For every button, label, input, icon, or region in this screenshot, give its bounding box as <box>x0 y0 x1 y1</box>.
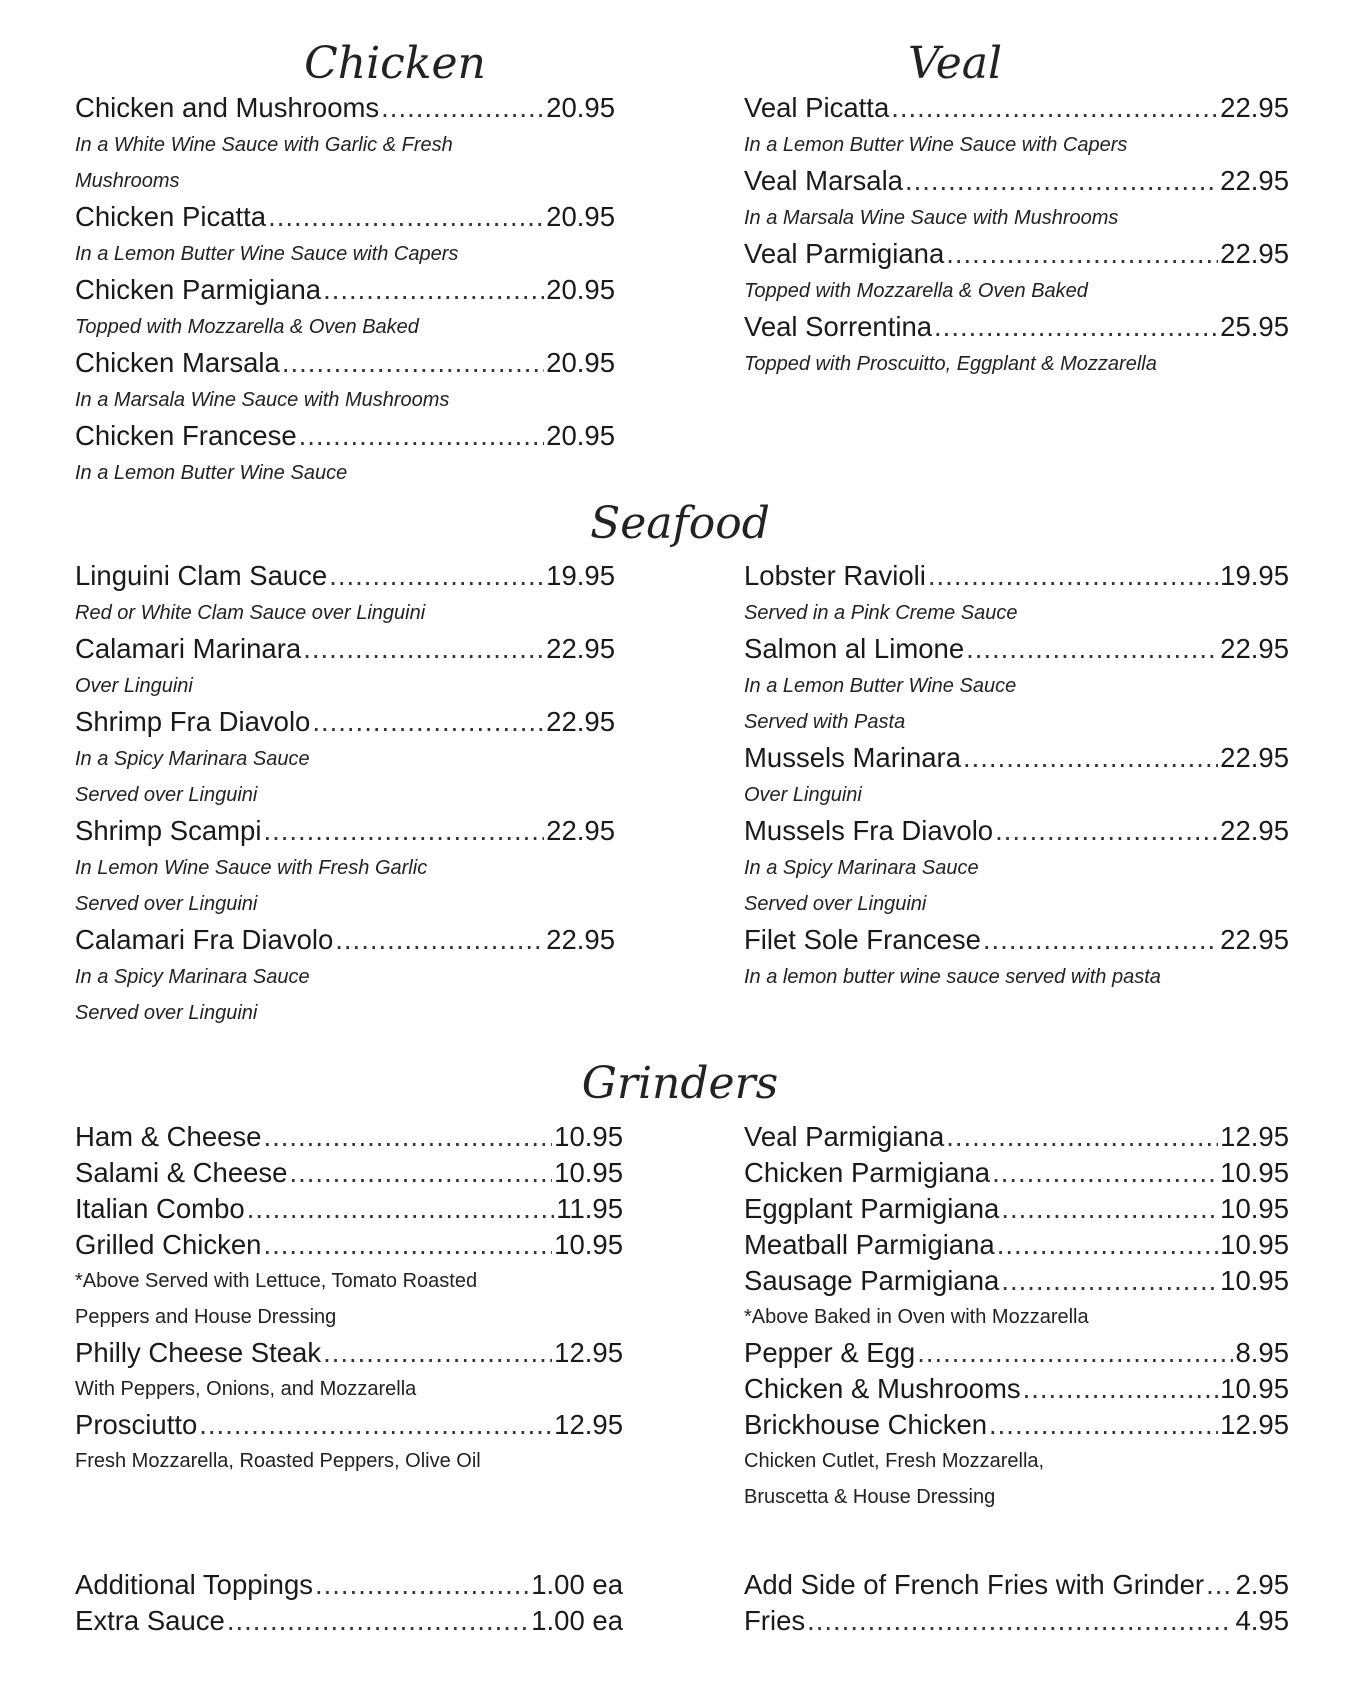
menu-item-name: Calamari Fra Diavolo <box>75 924 334 955</box>
menu-item <box>75 90 615 199</box>
menu-item-price: 12.95 <box>1220 1121 1289 1152</box>
dot-leader <box>995 813 1218 848</box>
menu-item-row <box>744 1263 1289 1299</box>
menu-item-description: Served over Linguini <box>75 784 258 806</box>
dot-leader <box>247 1191 555 1226</box>
menu-item-name: Mussels Fra Diavolo <box>744 815 994 846</box>
menu-item-description: In a Spicy Marinara Sauce <box>75 748 310 770</box>
chicken-column <box>75 90 615 491</box>
menu-item-row <box>75 631 615 668</box>
menu-item-name: Italian Combo <box>75 1193 245 1224</box>
menu-item <box>744 740 1289 813</box>
menu-item <box>75 345 615 418</box>
menu-item-price: 1.00 ea <box>531 1569 623 1600</box>
menu-item-price: 22.95 <box>546 706 615 737</box>
menu-item-row <box>75 1155 623 1191</box>
dot-leader <box>299 418 545 453</box>
extras-left-column <box>75 1567 623 1639</box>
menu-item-row <box>75 922 615 959</box>
menu-item-description: Red or White Clam Sauce over Linguini <box>75 602 426 624</box>
dot-leader <box>335 922 544 957</box>
menu-item-name: Prosciutto <box>75 1409 198 1440</box>
section-title-veal: Veal <box>907 38 1003 89</box>
section-title-grinders: Grinders <box>581 1058 779 1109</box>
menu-item-price: 25.95 <box>1220 311 1289 342</box>
dot-leader <box>917 1335 1233 1370</box>
menu-item-price: 10.95 <box>1220 1373 1289 1404</box>
menu-item-row <box>744 1227 1289 1263</box>
menu-item-row <box>744 1567 1289 1603</box>
menu-item-name: Sausage Parmigiana <box>744 1265 1000 1296</box>
menu-item-name: Salami & Cheese <box>75 1157 288 1188</box>
dot-leader <box>966 631 1218 666</box>
menu-item-name: Philly Cheese Steak <box>75 1337 322 1368</box>
menu-item-price: 22.95 <box>1220 165 1289 196</box>
menu-item-price: 22.95 <box>1220 92 1289 123</box>
menu-item <box>75 1567 623 1603</box>
menu-item-name: Linguini Clam Sauce <box>75 560 328 591</box>
menu-item-price: 20.95 <box>546 201 615 232</box>
dot-leader <box>315 1567 529 1602</box>
menu-item-row <box>744 813 1289 850</box>
menu-item-name: Meatball Parmigiana <box>744 1229 995 1260</box>
menu-item-note: *Above Served with Lettuce, Tomato Roasted <box>75 1270 478 1292</box>
menu-item-row <box>75 813 615 850</box>
menu-item-row <box>75 1191 623 1227</box>
menu-item <box>75 1227 623 1335</box>
menu-item <box>744 163 1289 236</box>
menu-item-price: 22.95 <box>546 633 615 664</box>
dot-leader <box>323 1335 552 1370</box>
menu-item <box>744 1407 1289 1515</box>
grinders-right-column <box>744 1119 1289 1515</box>
menu-item <box>75 704 615 813</box>
dot-leader <box>807 1603 1233 1638</box>
menu-item-price: 22.95 <box>1220 633 1289 664</box>
menu-item-note: With Peppers, Onions, and Mozzarella <box>75 1378 417 1400</box>
section-title-chicken: Chicken <box>304 38 486 89</box>
menu-item-description: In a lemon butter wine sauce served with pasta <box>744 966 1161 988</box>
menu-item <box>75 1407 623 1479</box>
menu-item-price: 12.95 <box>554 1409 623 1440</box>
menu-item-description: Mushrooms <box>75 170 180 192</box>
dot-leader <box>282 345 544 380</box>
dot-leader <box>1001 1263 1218 1298</box>
menu-item <box>744 1335 1289 1371</box>
menu-item-description: Served in a Pink Creme Sauce <box>744 602 1018 624</box>
menu-item-price: 20.95 <box>546 92 615 123</box>
menu-item <box>75 272 615 345</box>
menu-item-name: Grilled Chicken <box>75 1229 262 1260</box>
menu-item-row <box>75 1335 623 1371</box>
menu-item-description: Topped with Mozzarella & Oven Baked <box>744 280 1088 302</box>
menu-item-price: 12.95 <box>1220 1409 1289 1440</box>
menu-item-name: Chicken Picatta <box>75 201 267 232</box>
menu-item-row <box>744 163 1289 200</box>
menu-item-name: Ham & Cheese <box>75 1121 262 1152</box>
menu-item-price: 1.00 ea <box>531 1605 623 1636</box>
menu-item-note: Peppers and House Dressing <box>75 1306 337 1328</box>
menu-item <box>75 1155 623 1191</box>
menu-item <box>75 418 615 491</box>
menu-item-row <box>744 1407 1289 1443</box>
menu-item-name: Mussels Marinara <box>744 742 962 773</box>
menu-item-description: Over Linguini <box>75 675 193 697</box>
menu-item-price: 22.95 <box>1220 238 1289 269</box>
menu-item-price: 10.95 <box>554 1229 623 1260</box>
menu-item-name: Chicken Marsala <box>75 347 280 378</box>
seafood-left-column <box>75 558 615 1031</box>
menu-item-name: Veal Parmigiana <box>744 238 945 269</box>
menu-item-price: 22.95 <box>1220 742 1289 773</box>
menu-item-row <box>744 236 1289 273</box>
menu-item-row <box>75 418 615 455</box>
menu-item-description: In a Spicy Marinara Sauce <box>744 857 979 879</box>
menu-item-price: 22.95 <box>1220 815 1289 846</box>
menu-item-price: 19.95 <box>546 560 615 591</box>
menu-item-name: Shrimp Fra Diavolo <box>75 706 311 737</box>
menu-item-row <box>744 1335 1289 1371</box>
menu-item <box>744 309 1289 382</box>
menu-item-price: 20.95 <box>546 420 615 451</box>
dot-leader <box>263 1119 552 1154</box>
menu-item-price: 20.95 <box>546 347 615 378</box>
menu-item <box>744 1119 1289 1155</box>
menu-item-price: 2.95 <box>1235 1569 1289 1600</box>
dot-leader <box>289 1155 552 1190</box>
menu-item <box>75 1119 623 1155</box>
menu-item-name: Pepper & Egg <box>744 1337 916 1368</box>
menu-item <box>744 1155 1289 1191</box>
menu-item-price: 4.95 <box>1235 1605 1289 1636</box>
seafood-right-column <box>744 558 1289 995</box>
dot-leader <box>381 90 544 125</box>
menu-item <box>744 558 1289 631</box>
menu-item-note: Fresh Mozzarella, Roasted Peppers, Olive Oil <box>75 1450 481 1472</box>
menu-item-price: 22.95 <box>546 924 615 955</box>
menu-item-name: Lobster Ravioli <box>744 560 926 591</box>
menu-item-name: Extra Sauce <box>75 1605 225 1636</box>
menu-item-row <box>75 1227 623 1263</box>
menu-item <box>744 1371 1289 1407</box>
dot-leader <box>199 1407 552 1442</box>
menu-item-name: Eggplant Parmigiana <box>744 1193 1000 1224</box>
menu-item-row <box>75 558 615 595</box>
menu-item-row <box>744 1119 1289 1155</box>
menu-item-row <box>75 272 615 309</box>
menu-item-name: Shrimp Scampi <box>75 815 262 846</box>
dot-leader <box>323 272 544 307</box>
menu-item-description: Over Linguini <box>744 784 862 806</box>
menu-item-description: Topped with Proscuitto, Eggplant & Mozzarella <box>744 353 1157 375</box>
menu-item <box>75 1191 623 1227</box>
menu-item-description: In a Lemon Butter Wine Sauce <box>744 675 1017 697</box>
menu-item-row <box>744 922 1289 959</box>
menu-item-name: Chicken Parmigiana <box>744 1157 991 1188</box>
menu-item-price: 10.95 <box>1220 1229 1289 1260</box>
menu-item-price: 10.95 <box>1220 1265 1289 1296</box>
dot-leader <box>303 631 544 666</box>
menu-item-description: In a Lemon Butter Wine Sauce <box>75 462 348 484</box>
menu-item-name: Filet Sole Francese <box>744 924 981 955</box>
menu-item <box>75 813 615 922</box>
menu-item-price: 19.95 <box>1220 560 1289 591</box>
menu-item-description: In a Lemon Butter Wine Sauce with Capers <box>75 243 459 265</box>
menu-item-price: 11.95 <box>556 1193 623 1224</box>
dot-leader <box>1001 1191 1218 1226</box>
dot-leader <box>928 558 1218 593</box>
menu-item-price: 10.95 <box>554 1121 623 1152</box>
dot-leader <box>227 1603 529 1638</box>
menu-item <box>75 558 615 631</box>
menu-item-name: Veal Picatta <box>744 92 890 123</box>
dot-leader <box>891 90 1218 125</box>
menu-item <box>744 1263 1289 1335</box>
menu-item <box>744 922 1289 995</box>
dot-leader <box>946 1119 1218 1154</box>
menu-item-description: In a Spicy Marinara Sauce <box>75 966 310 988</box>
dot-leader <box>934 309 1218 344</box>
menu-item <box>75 1335 623 1407</box>
menu-item <box>75 922 615 1031</box>
menu-item-row <box>75 704 615 741</box>
menu-item <box>744 1191 1289 1227</box>
menu-item-name: Add Side of French Fries with Grinder <box>744 1569 1205 1600</box>
menu-item-name: Veal Marsala <box>744 165 903 196</box>
menu-item-name: Chicken Parmigiana <box>75 274 322 305</box>
menu-item-price: 20.95 <box>546 274 615 305</box>
dot-leader <box>263 1227 552 1262</box>
menu-item-row <box>75 1407 623 1443</box>
menu-item-name: Calamari Marinara <box>75 633 302 664</box>
menu-item <box>744 631 1289 740</box>
dot-leader <box>1023 1371 1219 1406</box>
menu-item-row <box>75 1603 623 1639</box>
dot-leader <box>963 740 1218 775</box>
menu-item-name: Brickhouse Chicken <box>744 1409 988 1440</box>
menu-item <box>744 1567 1289 1603</box>
menu-item-row <box>75 199 615 236</box>
menu-item-note: Bruscetta & House Dressing <box>744 1486 996 1508</box>
menu-item-name: Salmon al Limone <box>744 633 965 664</box>
dot-leader <box>1206 1567 1233 1602</box>
menu-item-price: 22.95 <box>1220 924 1289 955</box>
dot-leader <box>997 1227 1218 1262</box>
menu-item-description: In a Marsala Wine Sauce with Mushrooms <box>75 389 450 411</box>
menu-item-row <box>744 1603 1289 1639</box>
menu-item <box>744 90 1289 163</box>
menu-item-description: In a Lemon Butter Wine Sauce with Capers <box>744 134 1128 156</box>
menu-item-name: Chicken & Mushrooms <box>744 1373 1021 1404</box>
menu-item-description: Served over Linguini <box>75 893 258 915</box>
menu-item-note: *Above Baked in Oven with Mozzarella <box>744 1306 1089 1328</box>
menu-item-name: Chicken and Mushrooms <box>75 92 380 123</box>
menu-item-name: Fries <box>744 1605 806 1636</box>
menu-item-name: Veal Sorrentina <box>744 311 933 342</box>
menu-item-description: Served over Linguini <box>75 1002 258 1024</box>
menu-item <box>75 1603 623 1639</box>
menu-item <box>75 199 615 272</box>
menu-item <box>744 1227 1289 1263</box>
menu-item-row <box>744 740 1289 777</box>
menu-item <box>744 813 1289 922</box>
dot-leader <box>905 163 1218 198</box>
menu-item-row <box>744 1371 1289 1407</box>
dot-leader <box>983 922 1218 957</box>
menu-item-note: Chicken Cutlet, Fresh Mozzarella, <box>744 1450 1045 1472</box>
menu-item-price: 8.95 <box>1235 1337 1289 1368</box>
menu-item-price: 22.95 <box>546 815 615 846</box>
menu-item-description: In a Marsala Wine Sauce with Mushrooms <box>744 207 1119 229</box>
menu-item-price: 10.95 <box>1220 1193 1289 1224</box>
menu-item-name: Chicken Francese <box>75 420 297 451</box>
menu-item-row <box>744 309 1289 346</box>
menu-item-row <box>75 1567 623 1603</box>
dot-leader <box>946 236 1218 271</box>
menu-item-description: Served with Pasta <box>744 711 906 733</box>
menu-item-row <box>744 90 1289 127</box>
dot-leader <box>312 704 544 739</box>
menu-item-row <box>744 558 1289 595</box>
menu-item-row <box>75 345 615 382</box>
menu-item-price: 12.95 <box>554 1337 623 1368</box>
dot-leader <box>268 199 544 234</box>
grinders-left-column <box>75 1119 623 1479</box>
extras-right-column <box>744 1567 1289 1639</box>
menu-item-description: Served over Linguini <box>744 893 927 915</box>
menu-item-description: In Lemon Wine Sauce with Fresh Garlic <box>75 857 428 879</box>
dot-leader <box>263 813 544 848</box>
dot-leader <box>329 558 544 593</box>
menu-item-row <box>744 1191 1289 1227</box>
menu-item <box>744 236 1289 309</box>
menu-item <box>744 1603 1289 1639</box>
veal-column <box>744 90 1289 382</box>
menu-item-row <box>744 1155 1289 1191</box>
menu-item-name: Additional Toppings <box>75 1569 314 1600</box>
menu-item-row <box>75 90 615 127</box>
menu-item-description: In a White Wine Sauce with Garlic & Fresh <box>75 134 453 156</box>
menu-item <box>75 631 615 704</box>
menu-item-price: 10.95 <box>554 1157 623 1188</box>
menu-item-row <box>744 631 1289 668</box>
menu-item-name: Veal Parmigiana <box>744 1121 945 1152</box>
dot-leader <box>992 1155 1218 1190</box>
menu-item-row <box>75 1119 623 1155</box>
menu-item-description: Topped with Mozzarella & Oven Baked <box>75 316 419 338</box>
section-title-seafood: Seafood <box>590 498 770 549</box>
dot-leader <box>989 1407 1218 1442</box>
menu-item-price: 10.95 <box>1220 1157 1289 1188</box>
